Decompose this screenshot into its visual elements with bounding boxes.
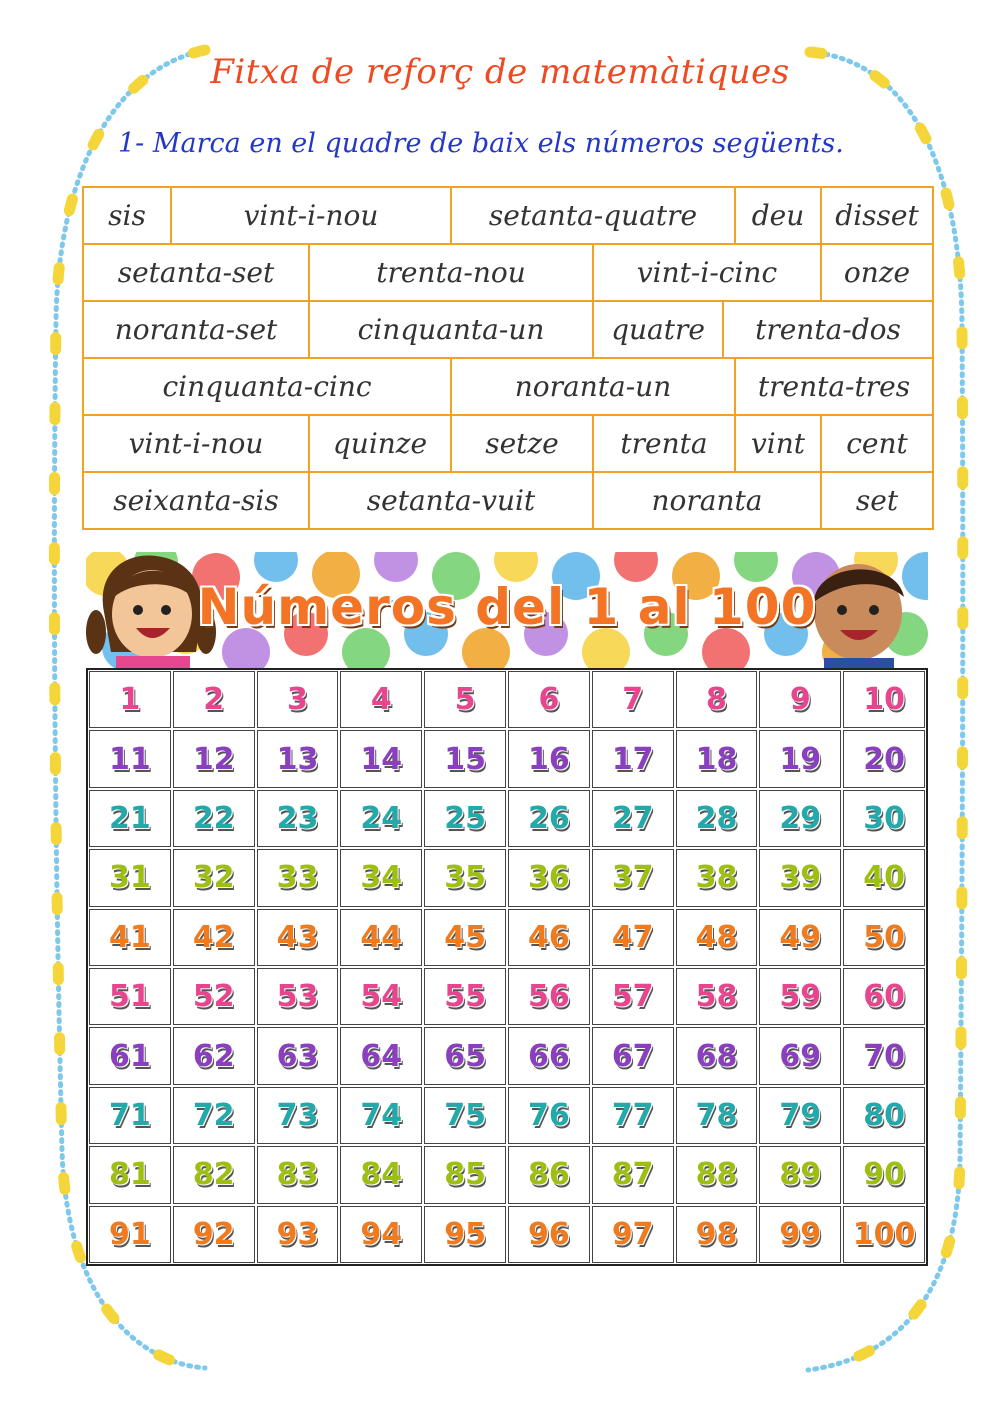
number-cell[interactable]: 6: [508, 671, 590, 728]
number-cell[interactable]: 42: [173, 909, 255, 966]
page-title: Fitxa de reforç de matemàtiques: [210, 52, 790, 92]
word-cell: quatre: [594, 302, 724, 357]
number-cell[interactable]: 41: [89, 909, 171, 966]
number-cell[interactable]: 51: [89, 968, 171, 1025]
number-cell[interactable]: 44: [340, 909, 422, 966]
number-cell[interactable]: 95: [424, 1206, 506, 1263]
word-cell: trenta-tres: [736, 359, 934, 414]
number-cell[interactable]: 66: [508, 1027, 590, 1084]
number-cell[interactable]: 63: [257, 1027, 339, 1084]
number-cell[interactable]: 29: [759, 790, 841, 847]
word-cell: vint-i-cinc: [594, 245, 822, 300]
word-cell: cent: [822, 416, 934, 471]
number-cell[interactable]: 10: [843, 671, 925, 728]
word-cell: onze: [822, 245, 934, 300]
number-cell[interactable]: 78: [676, 1087, 758, 1144]
number-cell[interactable]: 87: [592, 1146, 674, 1203]
number-cell[interactable]: 92: [173, 1206, 255, 1263]
number-cell[interactable]: 45: [424, 909, 506, 966]
number-cell[interactable]: 9: [759, 671, 841, 728]
number-cell[interactable]: 30: [843, 790, 925, 847]
number-cell[interactable]: 60: [843, 968, 925, 1025]
word-cell: setanta-quatre: [452, 188, 736, 243]
number-cell[interactable]: 100: [843, 1206, 925, 1263]
number-cell[interactable]: 69: [759, 1027, 841, 1084]
number-cell[interactable]: 21: [89, 790, 171, 847]
number-cell[interactable]: 72: [173, 1087, 255, 1144]
number-cell[interactable]: 24: [340, 790, 422, 847]
number-cell[interactable]: 91: [89, 1206, 171, 1263]
number-cell[interactable]: 85: [424, 1146, 506, 1203]
number-cell[interactable]: 22: [173, 790, 255, 847]
number-cell[interactable]: 75: [424, 1087, 506, 1144]
number-cell[interactable]: 79: [759, 1087, 841, 1144]
number-cell[interactable]: 18: [676, 730, 758, 787]
number-cell[interactable]: 74: [340, 1087, 422, 1144]
number-cell[interactable]: 88: [676, 1146, 758, 1203]
number-cell[interactable]: 8: [676, 671, 758, 728]
words-row: [84, 473, 934, 530]
number-cell[interactable]: 54: [340, 968, 422, 1025]
banner-title: Números del 1 al 100: [197, 578, 817, 636]
number-cell[interactable]: 81: [89, 1146, 171, 1203]
number-cell[interactable]: 53: [257, 968, 339, 1025]
number-cell[interactable]: 98: [676, 1206, 758, 1263]
number-cell[interactable]: 20: [843, 730, 925, 787]
word-cell: setze: [452, 416, 594, 471]
word-cell: setanta-set: [84, 245, 310, 300]
number-cell[interactable]: 73: [257, 1087, 339, 1144]
number-words-table: [82, 186, 934, 530]
words-row: [84, 245, 934, 302]
number-cell[interactable]: 38: [676, 849, 758, 906]
number-cell[interactable]: 94: [340, 1206, 422, 1263]
number-cell[interactable]: 93: [257, 1206, 339, 1263]
number-cell[interactable]: 77: [592, 1087, 674, 1144]
number-cell[interactable]: 80: [843, 1087, 925, 1144]
word-cell: cinquanta-un: [310, 302, 594, 357]
words-row: [84, 359, 934, 416]
number-cell[interactable]: 39: [759, 849, 841, 906]
word-cell: seixanta-sis: [84, 473, 310, 528]
words-row: [84, 188, 934, 245]
number-cell[interactable]: 68: [676, 1027, 758, 1084]
hundred-chart: [86, 668, 928, 1266]
number-cell[interactable]: 46: [508, 909, 590, 966]
number-cell[interactable]: 35: [424, 849, 506, 906]
number-cell[interactable]: 57: [592, 968, 674, 1025]
word-cell: trenta: [594, 416, 736, 471]
word-cell: cinquanta-cinc: [84, 359, 452, 414]
number-cell[interactable]: 55: [424, 968, 506, 1025]
number-cell[interactable]: 83: [257, 1146, 339, 1203]
word-cell: vint: [736, 416, 822, 471]
number-cell[interactable]: 48: [676, 909, 758, 966]
word-cell: sis: [84, 188, 172, 243]
number-cell[interactable]: 28: [676, 790, 758, 847]
number-cell[interactable]: 56: [508, 968, 590, 1025]
word-cell: setanta-vuit: [310, 473, 594, 528]
number-cell[interactable]: 17: [592, 730, 674, 787]
word-cell: noranta-un: [452, 359, 736, 414]
number-cell[interactable]: 3: [257, 671, 339, 728]
numbers-banner: [86, 552, 928, 668]
number-cell[interactable]: 59: [759, 968, 841, 1025]
number-cell[interactable]: 15: [424, 730, 506, 787]
number-cell[interactable]: 7: [592, 671, 674, 728]
number-cell[interactable]: 32: [173, 849, 255, 906]
word-cell: trenta-dos: [724, 302, 934, 357]
number-cell[interactable]: 43: [257, 909, 339, 966]
word-cell: trenta-nou: [310, 245, 594, 300]
number-cell[interactable]: 31: [89, 849, 171, 906]
number-cell[interactable]: 96: [508, 1206, 590, 1263]
number-cell[interactable]: 14: [340, 730, 422, 787]
number-cell[interactable]: 58: [676, 968, 758, 1025]
word-cell: vint-i-nou: [172, 188, 452, 243]
number-cell[interactable]: 36: [508, 849, 590, 906]
number-cell[interactable]: 26: [508, 790, 590, 847]
number-cell[interactable]: 76: [508, 1087, 590, 1144]
number-cell[interactable]: 2: [173, 671, 255, 728]
number-cell[interactable]: 97: [592, 1206, 674, 1263]
word-cell: deu: [736, 188, 822, 243]
number-cell[interactable]: 19: [759, 730, 841, 787]
word-cell: set: [822, 473, 934, 528]
number-cell[interactable]: 12: [173, 730, 255, 787]
number-cell[interactable]: 67: [592, 1027, 674, 1084]
number-cell[interactable]: 5: [424, 671, 506, 728]
number-cell[interactable]: 23: [257, 790, 339, 847]
number-cell[interactable]: 25: [424, 790, 506, 847]
number-cell[interactable]: 49: [759, 909, 841, 966]
number-cell[interactable]: 65: [424, 1027, 506, 1084]
number-cell[interactable]: 16: [508, 730, 590, 787]
number-cell[interactable]: 11: [89, 730, 171, 787]
number-cell[interactable]: 27: [592, 790, 674, 847]
number-cell[interactable]: 50: [843, 909, 925, 966]
number-cell[interactable]: 64: [340, 1027, 422, 1084]
number-cell[interactable]: 13: [257, 730, 339, 787]
number-cell[interactable]: 40: [843, 849, 925, 906]
number-cell[interactable]: 33: [257, 849, 339, 906]
number-cell[interactable]: 99: [759, 1206, 841, 1263]
words-row: [84, 416, 934, 473]
number-cell[interactable]: 62: [173, 1027, 255, 1084]
instruction-text: 1- Marca en el quadre de baix els números següents.: [118, 128, 844, 159]
number-cell[interactable]: 52: [173, 968, 255, 1025]
word-cell: disset: [822, 188, 934, 243]
word-cell: vint-i-nou: [84, 416, 310, 471]
number-cell[interactable]: 34: [340, 849, 422, 906]
word-cell: noranta: [594, 473, 822, 528]
words-row: [84, 302, 934, 359]
word-cell: quinze: [310, 416, 452, 471]
number-cell[interactable]: 89: [759, 1146, 841, 1203]
number-cell[interactable]: 1: [89, 671, 171, 728]
number-cell[interactable]: 4: [340, 671, 422, 728]
number-cell[interactable]: 84: [340, 1146, 422, 1203]
word-cell: noranta-set: [84, 302, 310, 357]
number-cell[interactable]: 71: [89, 1087, 171, 1144]
number-cell[interactable]: 86: [508, 1146, 590, 1203]
number-cell[interactable]: 82: [173, 1146, 255, 1203]
number-cell[interactable]: 37: [592, 849, 674, 906]
number-cell[interactable]: 47: [592, 909, 674, 966]
number-cell[interactable]: 70: [843, 1027, 925, 1084]
number-cell[interactable]: 61: [89, 1027, 171, 1084]
number-cell[interactable]: 90: [843, 1146, 925, 1203]
